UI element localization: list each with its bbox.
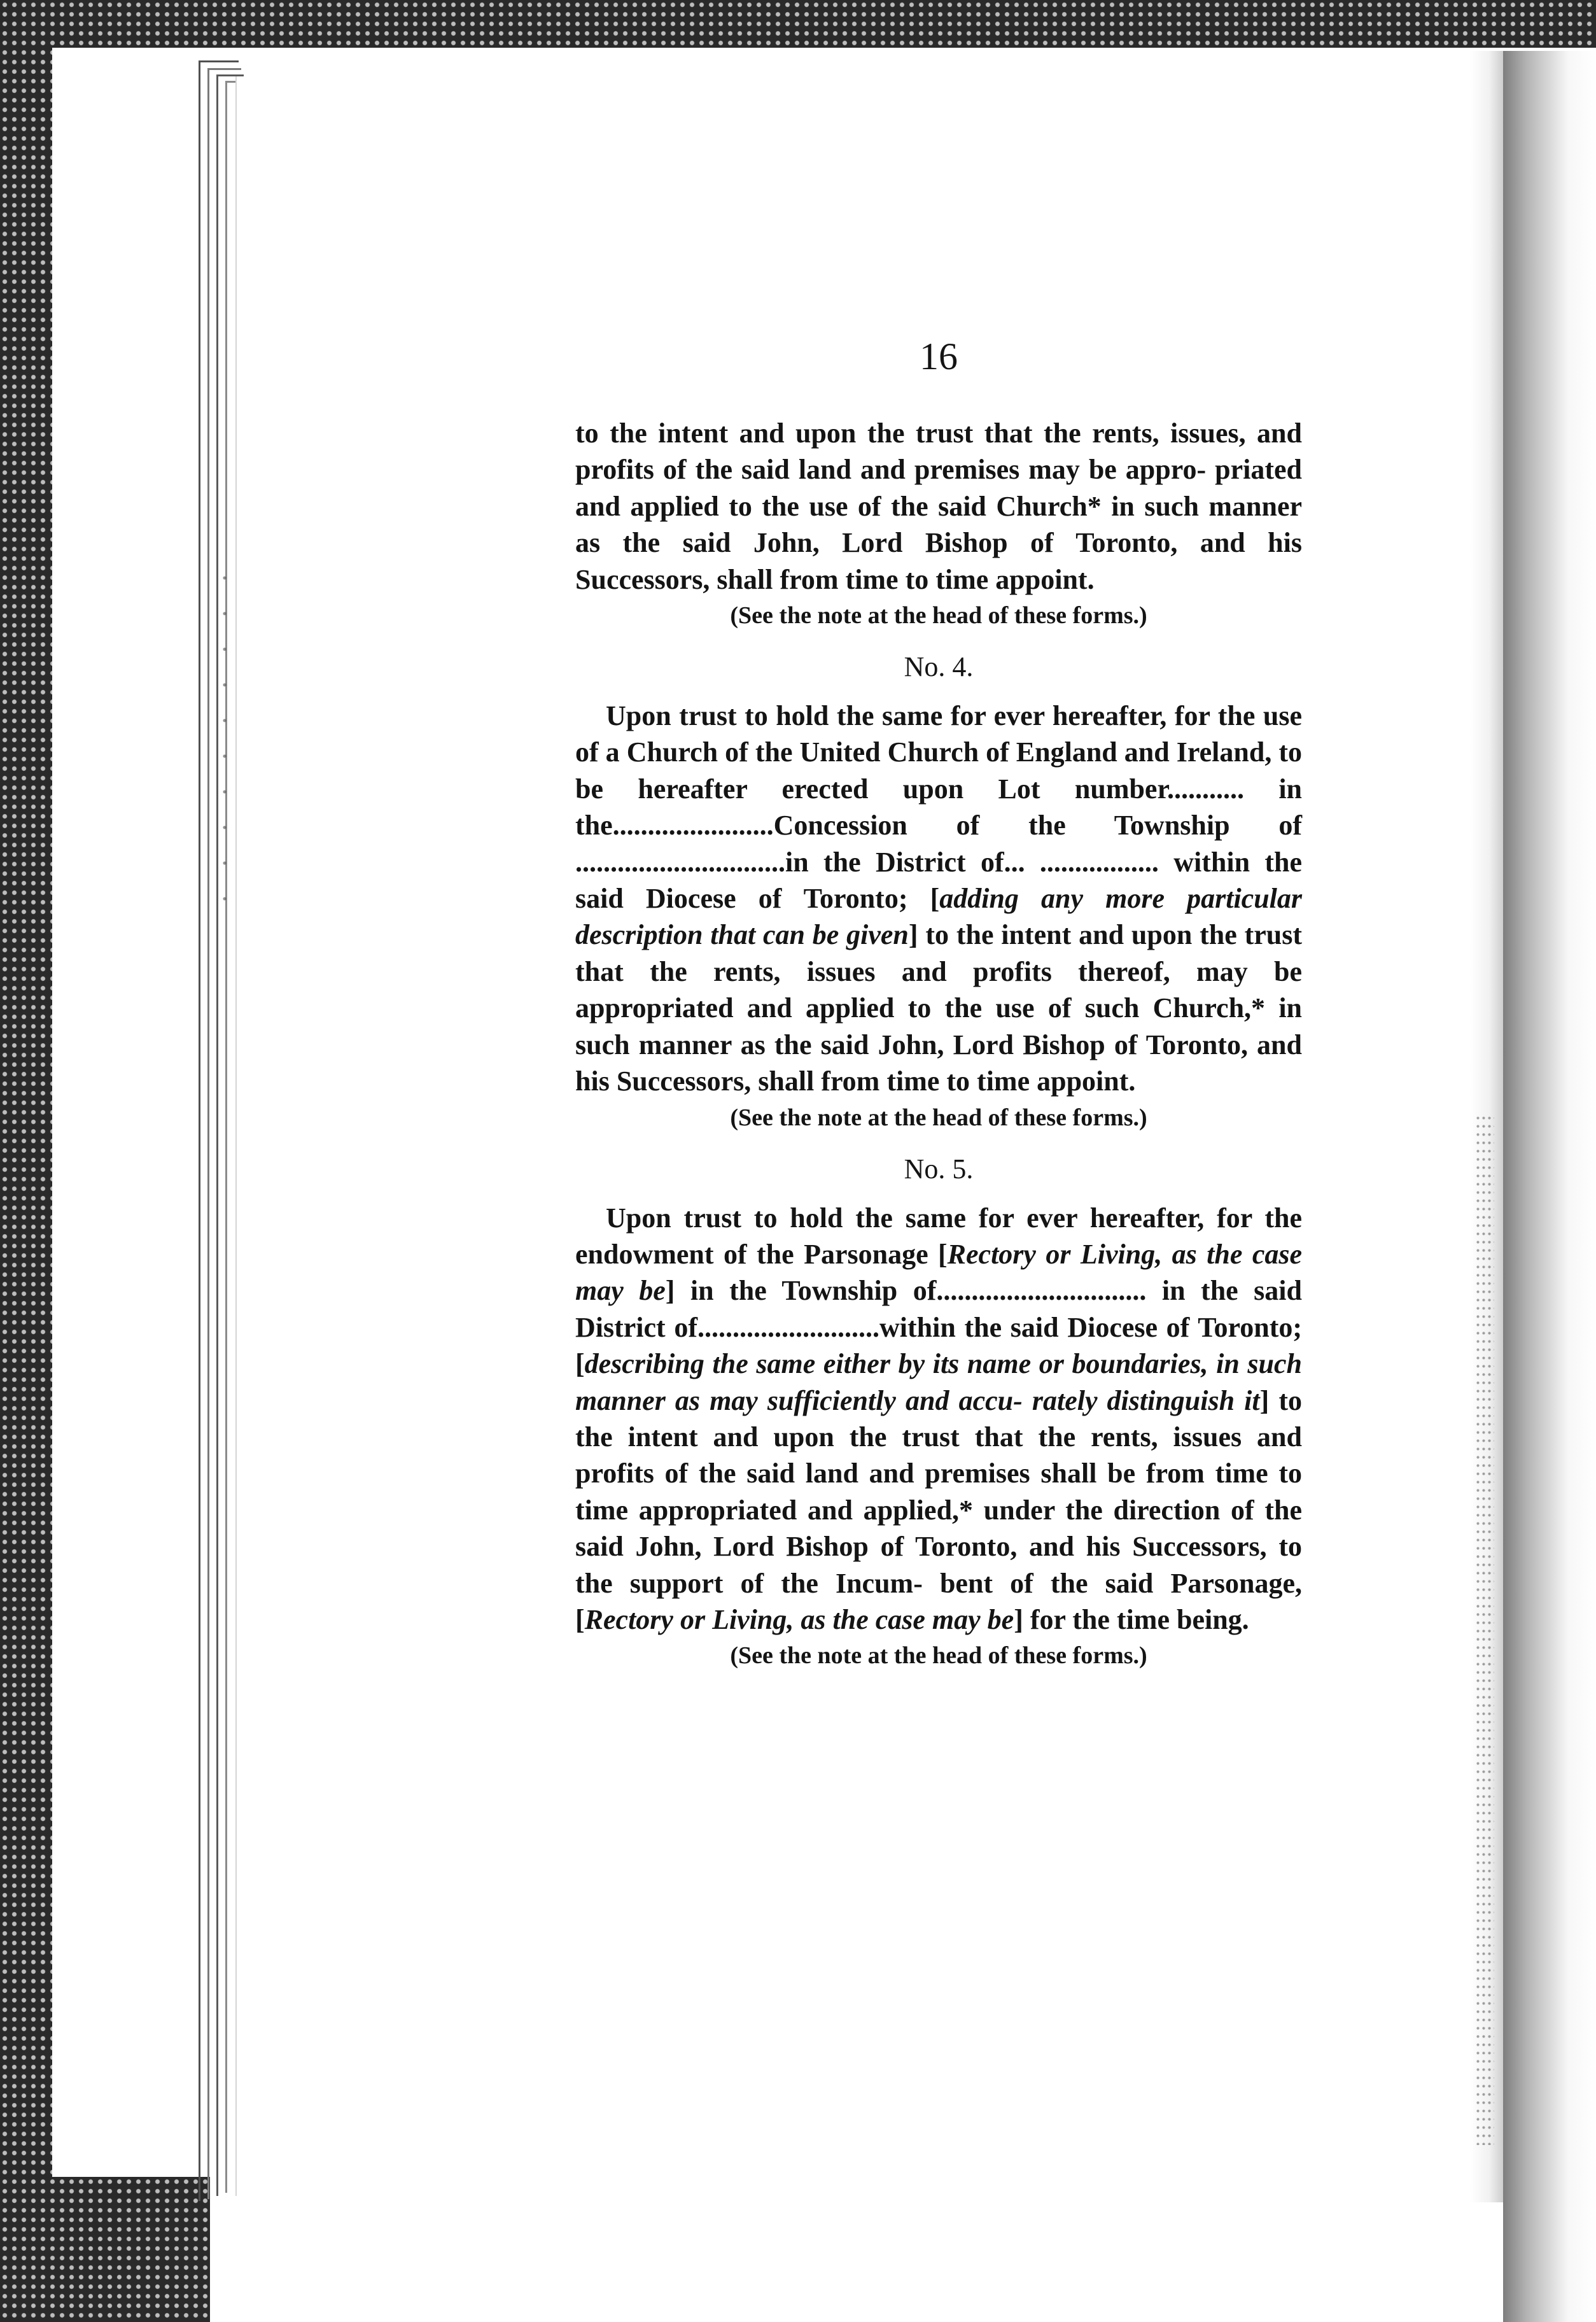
forms-note: (See the note at the head of these forms.): [730, 1642, 1147, 1670]
page-margin-left: [52, 48, 199, 2322]
text-line: appoint.: [1037, 1066, 1136, 1097]
text-line: Diocese of Toronto; [: [575, 1311, 1303, 1380]
italic-direction: case may be: [575, 1238, 1302, 1307]
text-line: Upon trust to hold the same for ever hereafter, for the: [606, 700, 1256, 732]
text-line: priated and applied to the use of the said Church* in such: [575, 454, 1302, 522]
text-line: may be appropriated and applied to the use of such: [575, 955, 1303, 1024]
text-line: of Toronto, and his Successors, shall from time to time: [575, 1029, 1303, 1097]
text-line: endowment of the Parsonage [: [575, 1238, 948, 1270]
scanner-frame-left: [0, 0, 52, 2322]
form-5-paragraph: [575, 1200, 1302, 1638]
forms-note: (See the note at the head of these forms.): [730, 1104, 1147, 1131]
text-line: upon the trust that the rents, issues and profits thereof,: [575, 919, 1302, 987]
form-4-paragraph: [575, 698, 1302, 1099]
text-line: to the intent and upon the trust that the rents, issues,: [575, 418, 1246, 449]
text-line: Church,* in such manner as the said John, Lord Bishop: [575, 992, 1303, 1060]
right-page-edge: [1503, 51, 1596, 2322]
italic-direction: or boundaries, in such manner as may sufficiently and accu-: [575, 1348, 1303, 1416]
scanner-frame-bottom-left: [0, 2177, 210, 2322]
italic-direction: Rectory or Living, as the case: [584, 1603, 925, 1635]
text-line: use of a Church of the United Church of England and: [575, 700, 1302, 768]
text-line: ..............................in the District of... .................: [575, 846, 1159, 878]
scan-speckle: [1475, 1114, 1494, 2145]
form-heading-4: No. 4.: [904, 651, 974, 683]
text-line: in the said District of..........................within the said: [575, 1275, 1302, 1343]
text-line: ] to the intent and: [908, 919, 1124, 951]
italic-direction: may be: [932, 1603, 1014, 1635]
text-line: bent of the said Parsonage, [: [575, 1567, 1302, 1635]
text-line: and profits of the said land and premises may be appro-: [575, 418, 1302, 486]
form-heading-5: No. 5.: [904, 1153, 974, 1185]
page-text: [575, 331, 1302, 1674]
text-line: ] in the Township of..............................: [665, 1275, 1147, 1307]
text-line: Toronto, and his Successors, to the support of the Incum-: [575, 1531, 1302, 1599]
page-number: 16: [920, 335, 958, 377]
italic-direction: Rectory or Living, as the: [947, 1238, 1243, 1270]
text-line: manner as the said John, Lord Bishop of Toronto, and his: [575, 490, 1303, 559]
italic-direction: rately distinguish it: [1032, 1384, 1260, 1416]
text-line: Successors, shall from time to time appoint.: [575, 563, 1095, 595]
text-line: ] for the time being.: [1014, 1603, 1249, 1635]
scanner-frame-top: [0, 0, 1596, 48]
text-line: shall be from time to time appropriated and applied,*: [575, 1458, 1302, 1526]
italic-direction: adding any more: [939, 883, 1165, 915]
text-line: under the direction of the said John, Lord Bishop of: [575, 1494, 1303, 1563]
forms-note: (See the note at the head of these forms.): [730, 602, 1147, 630]
text-line: in the.......................Concession of the Township of: [575, 773, 1303, 841]
text-line: Upon trust to hold the same for ever hereafter, for the: [606, 1202, 1302, 1234]
binding-marks: [221, 560, 228, 917]
text-line: Ireland, to be hereafter erected upon Lot number...........: [575, 736, 1303, 805]
continuation-paragraph: [575, 415, 1302, 598]
italic-direction: particular description that can be given: [575, 883, 1303, 951]
text-line: within the said Diocese of Toronto; [: [575, 846, 1303, 915]
italic-direction: describing the same either by its name: [584, 1348, 1032, 1380]
text-line: the rents, issues and profits of the said land and premises: [575, 1421, 1302, 1489]
text-line: ] to the intent and upon the trust that: [575, 1384, 1302, 1453]
